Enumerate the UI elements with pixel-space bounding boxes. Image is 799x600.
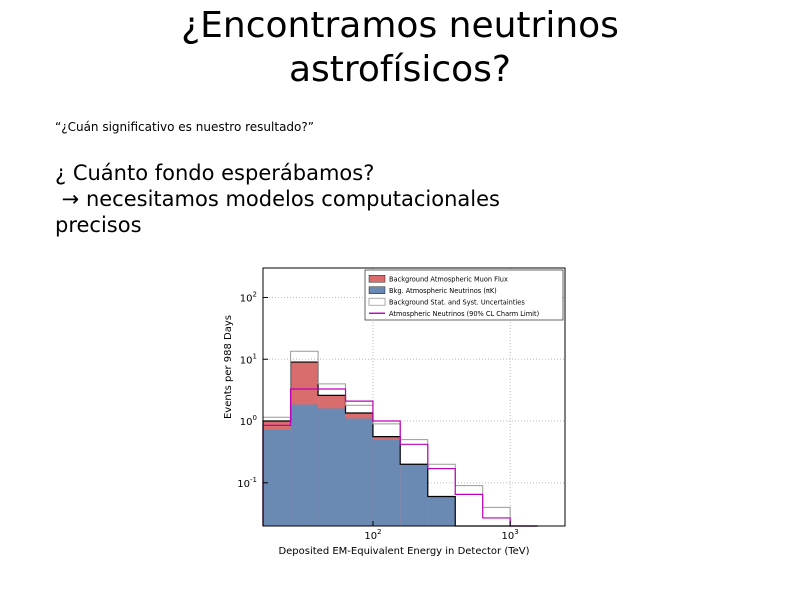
y-tick-label: $10^1$	[239, 352, 257, 367]
atm-neutrino-bar	[428, 497, 455, 526]
quote-text: “¿Cuán significativo es nuestro resultado?”	[55, 120, 314, 134]
atm-neutrino-bar	[291, 405, 318, 526]
atm-neutrino-bar	[263, 430, 291, 526]
legend-label: Background Atmospheric Muon Flux	[389, 275, 508, 284]
legend-swatch	[369, 287, 385, 294]
y-axis-label: Events per 988 Days	[223, 314, 234, 420]
legend-label: Background Stat. and Syst. Uncertainties	[389, 298, 525, 307]
energy-histogram-chart	[215, 262, 575, 562]
body-line-1: ¿ Cuánto fondo esperábamos?	[55, 161, 375, 185]
body-text	[55, 160, 500, 238]
atm-neutrino-bar	[318, 408, 345, 526]
atm-neutrino-bar	[346, 418, 373, 526]
y-tick-label: $10^0$	[239, 414, 257, 429]
x-axis-label: Deposited EM-Equivalent Energy in Detector (TeV)	[278, 546, 530, 557]
slide-title	[100, 4, 700, 92]
title-line-2: astrofísicos?	[288, 49, 512, 90]
body-line-2: → necesitamos modelos computacionales	[55, 187, 500, 211]
atm-neutrino-bar	[373, 440, 400, 526]
x-tick-label: $10^3$	[501, 528, 519, 542]
legend-label: Bkg. Atmospheric Neutrinos (πK)	[389, 286, 497, 295]
atm-neutrino-bar	[400, 464, 428, 526]
title-line-1: ¿Encontramos neutrinos	[181, 5, 619, 46]
legend-swatch	[369, 275, 385, 282]
plot-area	[223, 268, 565, 557]
body-line-3: precisos	[55, 213, 142, 237]
legend-label: Atmospheric Neutrinos (90% CL Charm Limit)	[389, 309, 540, 318]
legend-swatch	[369, 298, 385, 305]
y-tick-label: $10^{-1}$	[237, 475, 257, 490]
x-tick-label: $10^2$	[364, 528, 382, 542]
y-tick-label: $10^2$	[239, 290, 257, 305]
